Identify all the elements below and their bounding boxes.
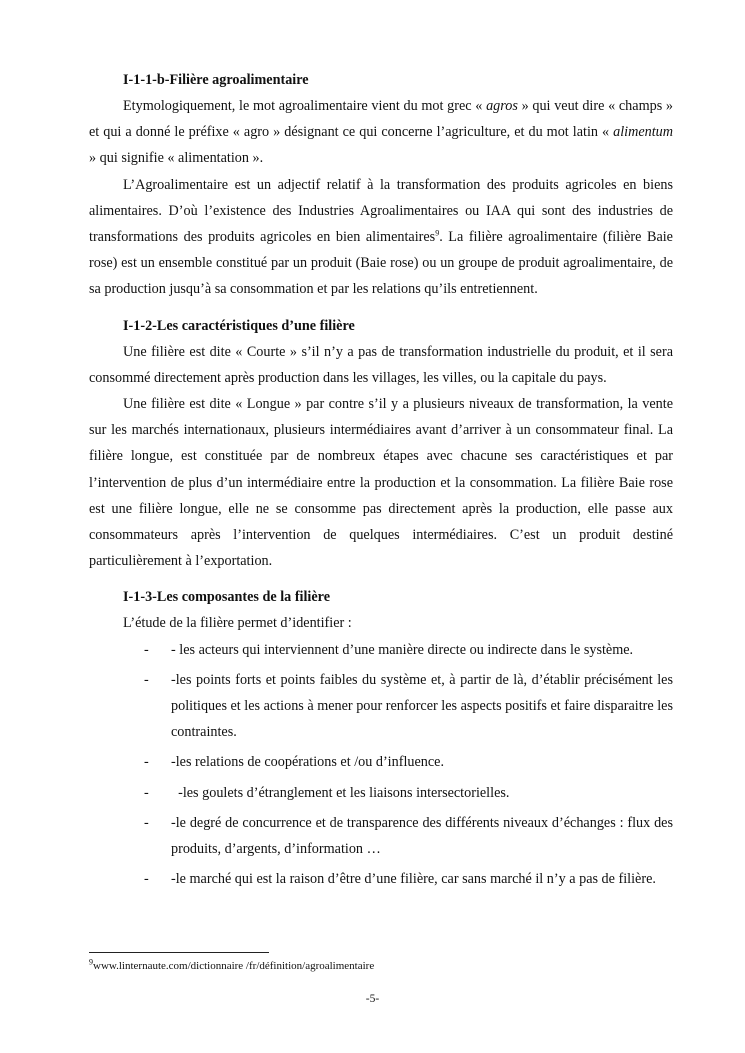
list-item-text: - les acteurs qui interviennent d’une manière directe ou indirecte dans le système.: [171, 641, 634, 658]
dash-marker: -: [144, 671, 149, 688]
dash-marker: -: [144, 814, 149, 831]
footnote-url-text: www.linternaute.com/dictionnaire /fr/définition/agroalimentaire: [93, 960, 375, 972]
list-item: [89, 780, 673, 806]
text-run: Etymologiquement, le mot agroalimentaire vient du mot grec «: [123, 98, 487, 114]
paragraph-agroalimentaire-definition: [89, 172, 673, 303]
composantes-list: [89, 637, 673, 893]
footnote-number: 9: [89, 957, 93, 967]
paragraph-filiere-courte: Une filière est dite « Courte » s’il n’y a pas de transformation industrielle du produit, et il sera consommé directement après production dans les villages, les villes, ou la capitale du pays.: [89, 343, 673, 386]
list-item: [89, 810, 673, 862]
list-item: [89, 637, 673, 663]
list-item: [89, 667, 673, 746]
list-item-text: -les goulets d’étranglement et les liaisons intersectorielles.: [171, 784, 510, 801]
text-run: L’Agroalimentaire est un adjectif relatif à la transformation des produits agricoles en biens alimentaires. D’où l’existence des Industries Agroalimentaires ou IAA qui sont des industries de transformations des produits agricoles en bien alimentaires: [89, 176, 673, 246]
paragraph-etymologie: [89, 93, 673, 172]
text-run: » qui veut dire « champs » et qui a donné le préfixe « agro » désignant ce qui concerne l’agriculture, et du mot latin «: [89, 98, 674, 141]
footnote-separator: [89, 952, 269, 953]
list-item-text: -les points forts et points faibles du système et, à partir de là, d’établir précisément les politiques et les actions à mener pour renforcer les aspects positifs et faire disparaitre les contraintes.: [171, 671, 673, 741]
dash-marker: -: [144, 871, 149, 888]
italic-word-alimentum: alimentum: [613, 124, 673, 141]
text-run: . La filière agroalimentaire (filière Baie rose) est un ensemble constitué par un produit (Baie rose) ou un groupe de produit agroalimentaire, de sa production jusqu’à sa consommation et par les relations qu’ils entretiennent.: [89, 229, 673, 298]
list-item-text: -le degré de concurrence et de transparence des différents niveaux d’échanges : flux des produits, d’argents, d’information …: [171, 814, 673, 858]
section-heading-filiere-agroalimentaire: I-1-1-b-Filière agroalimentaire: [123, 72, 309, 88]
italic-word-agros: agros: [486, 98, 518, 114]
dash-marker: -: [144, 641, 149, 658]
dash-marker: -: [144, 754, 149, 771]
list-item: [89, 749, 673, 775]
list-item-text: -les relations de coopérations et /ou d’influence.: [171, 754, 445, 771]
text-run: » qui signifie « alimentation ».: [89, 150, 264, 167]
list-item-text: -le marché qui est la raison d’être d’une filière, car sans marché il n’y a pas de filière.: [171, 871, 656, 888]
document-body: [89, 67, 673, 896]
section-heading-composantes: I-1-3-Les composantes de la filière: [123, 589, 331, 606]
page-number: -5-: [365, 993, 380, 1005]
list-item: [89, 866, 673, 892]
paragraph-filiere-longue: Une filière est dite « Longue » par contre s’il y a plusieurs niveaux de transformation, la vente sur les marchés internationaux, plusieurs intermédiaires avant d’arriver à un consommateur final. La filière longue, est constituée par de nombreux étapes avec chacune ses caractéristiques et par l’intervention de plus d’un intermédiaire entre la production et la consommation. La filière Baie rose est une filière longue, elle ne se consomme pas directement après la production, elle passe aux consommateurs après l’intervention de quelques intermédiaires. C’est un produit destiné particulièrement à l’exportation.: [89, 396, 673, 570]
footnote: [89, 958, 374, 974]
footnote-reference: 9: [435, 228, 440, 238]
paragraph-intro-composantes: L’étude de la filière permet d’identifier :: [123, 615, 352, 632]
section-heading-caracteristiques: I-1-2-Les caractéristiques d’une filière: [123, 317, 355, 334]
dash-marker: -: [144, 784, 149, 801]
